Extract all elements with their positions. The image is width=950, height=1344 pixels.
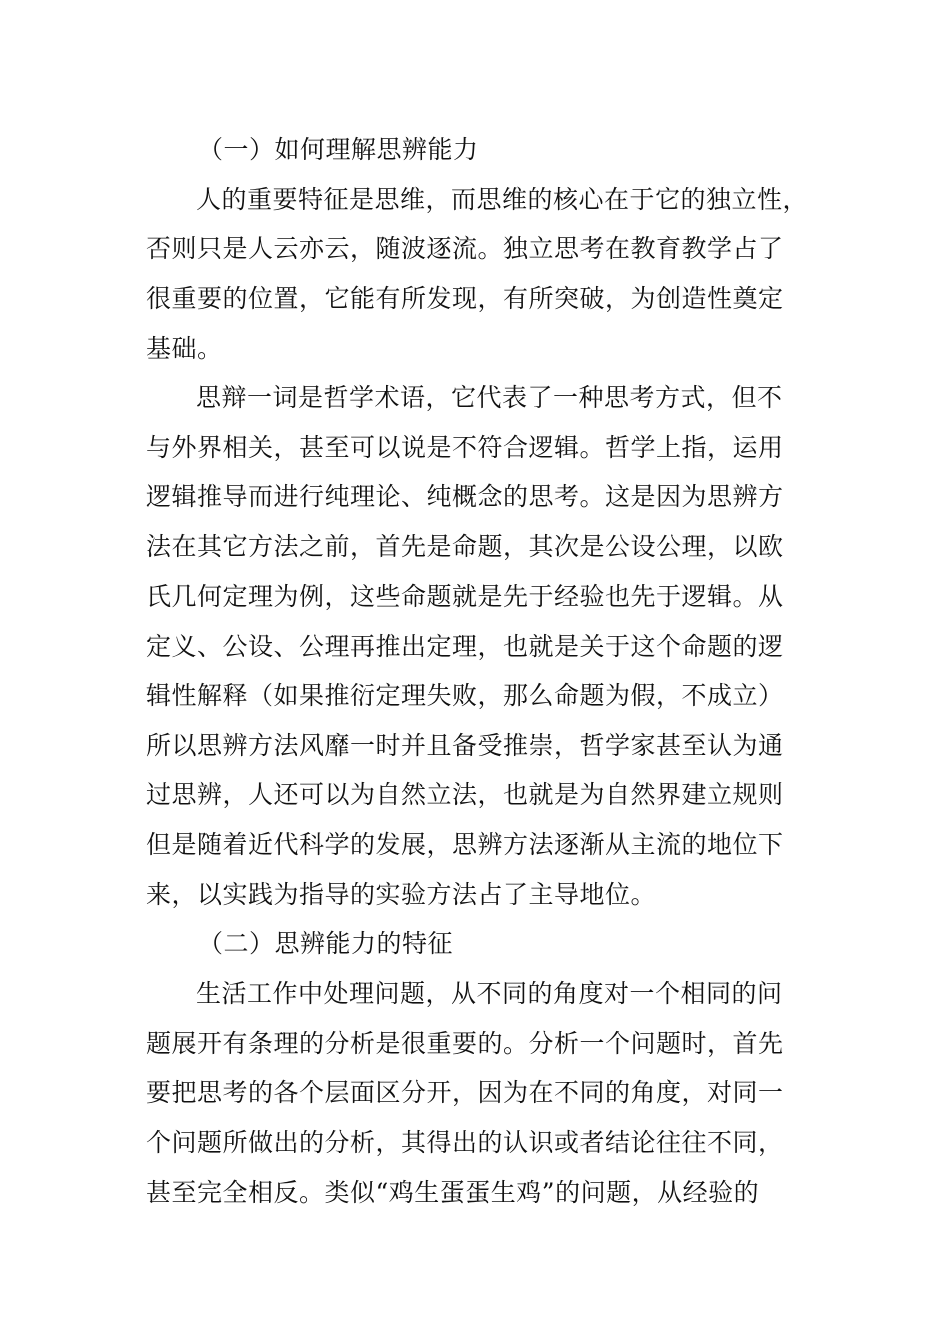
paragraph-line: 所以思辨方法风靡一时并且备受推崇，哲学家甚至认为通: [146, 731, 784, 760]
paragraph-line: 要把思考的各个层面区分开，因为在不同的角度，对同一: [146, 1078, 784, 1107]
paragraph-line: 辑性解释（如果推衍定理失败，那么命题为假，不成立）: [146, 681, 784, 710]
paragraph-line: 法在其它方法之前，首先是命题，其次是公设公理，以欧: [146, 532, 784, 561]
paragraph-line: 氏几何定理为例，这些命题就是先于经验也先于逻辑。从: [146, 582, 784, 611]
paragraph-line: 定义、公设、公理再推出定理，也就是关于这个命题的逻: [146, 632, 784, 661]
paragraph-line: 否则只是人云亦云，随波逐流。独立思考在教育教学占了: [146, 234, 784, 263]
paragraph-line: 很重要的位置，它能有所发现，有所突破，为创造性奠定: [146, 284, 784, 313]
paragraph-line: 逻辑推导而进行纯理论、纯概念的思考。这是因为思辨方: [146, 482, 784, 511]
paragraph-line: 但是随着近代科学的发展，思辨方法逐渐从主流的地位下: [146, 830, 784, 859]
paragraph-line: 生活工作中处理问题，从不同的角度对一个相同的问: [196, 979, 783, 1008]
paragraph-line: 与外界相关，甚至可以说是不符合逻辑。哲学上指，运用: [146, 433, 784, 462]
paragraph-line: 思辩一词是哲学术语，它代表了一种思考方式，但不: [196, 383, 783, 412]
paragraph-line: 个问题所做出的分析，其得出的认识或者结论往往不同，: [146, 1128, 784, 1157]
paragraph-line: 过思辨，人还可以为自然立法，也就是为自然界建立规则: [146, 780, 784, 809]
paragraph-line: 基础。: [146, 334, 223, 363]
paragraph-line: 人的重要特征是思维，而思维的核心在于它的独立性，: [196, 185, 809, 214]
section-heading-2: （二）思辨能力的特征: [198, 929, 454, 958]
paragraph-line: 来，以实践为指导的实验方法占了主导地位。: [146, 880, 657, 909]
paragraph-line: 题展开有条理的分析是很重要的。分析一个问题时，首先: [146, 1029, 784, 1058]
paragraph-line: 甚至完全相反。类似“鸡生蛋蛋生鸡”的问题，从经验的: [146, 1178, 760, 1207]
section-heading-1: （一）如何理解思辨能力: [198, 135, 479, 164]
